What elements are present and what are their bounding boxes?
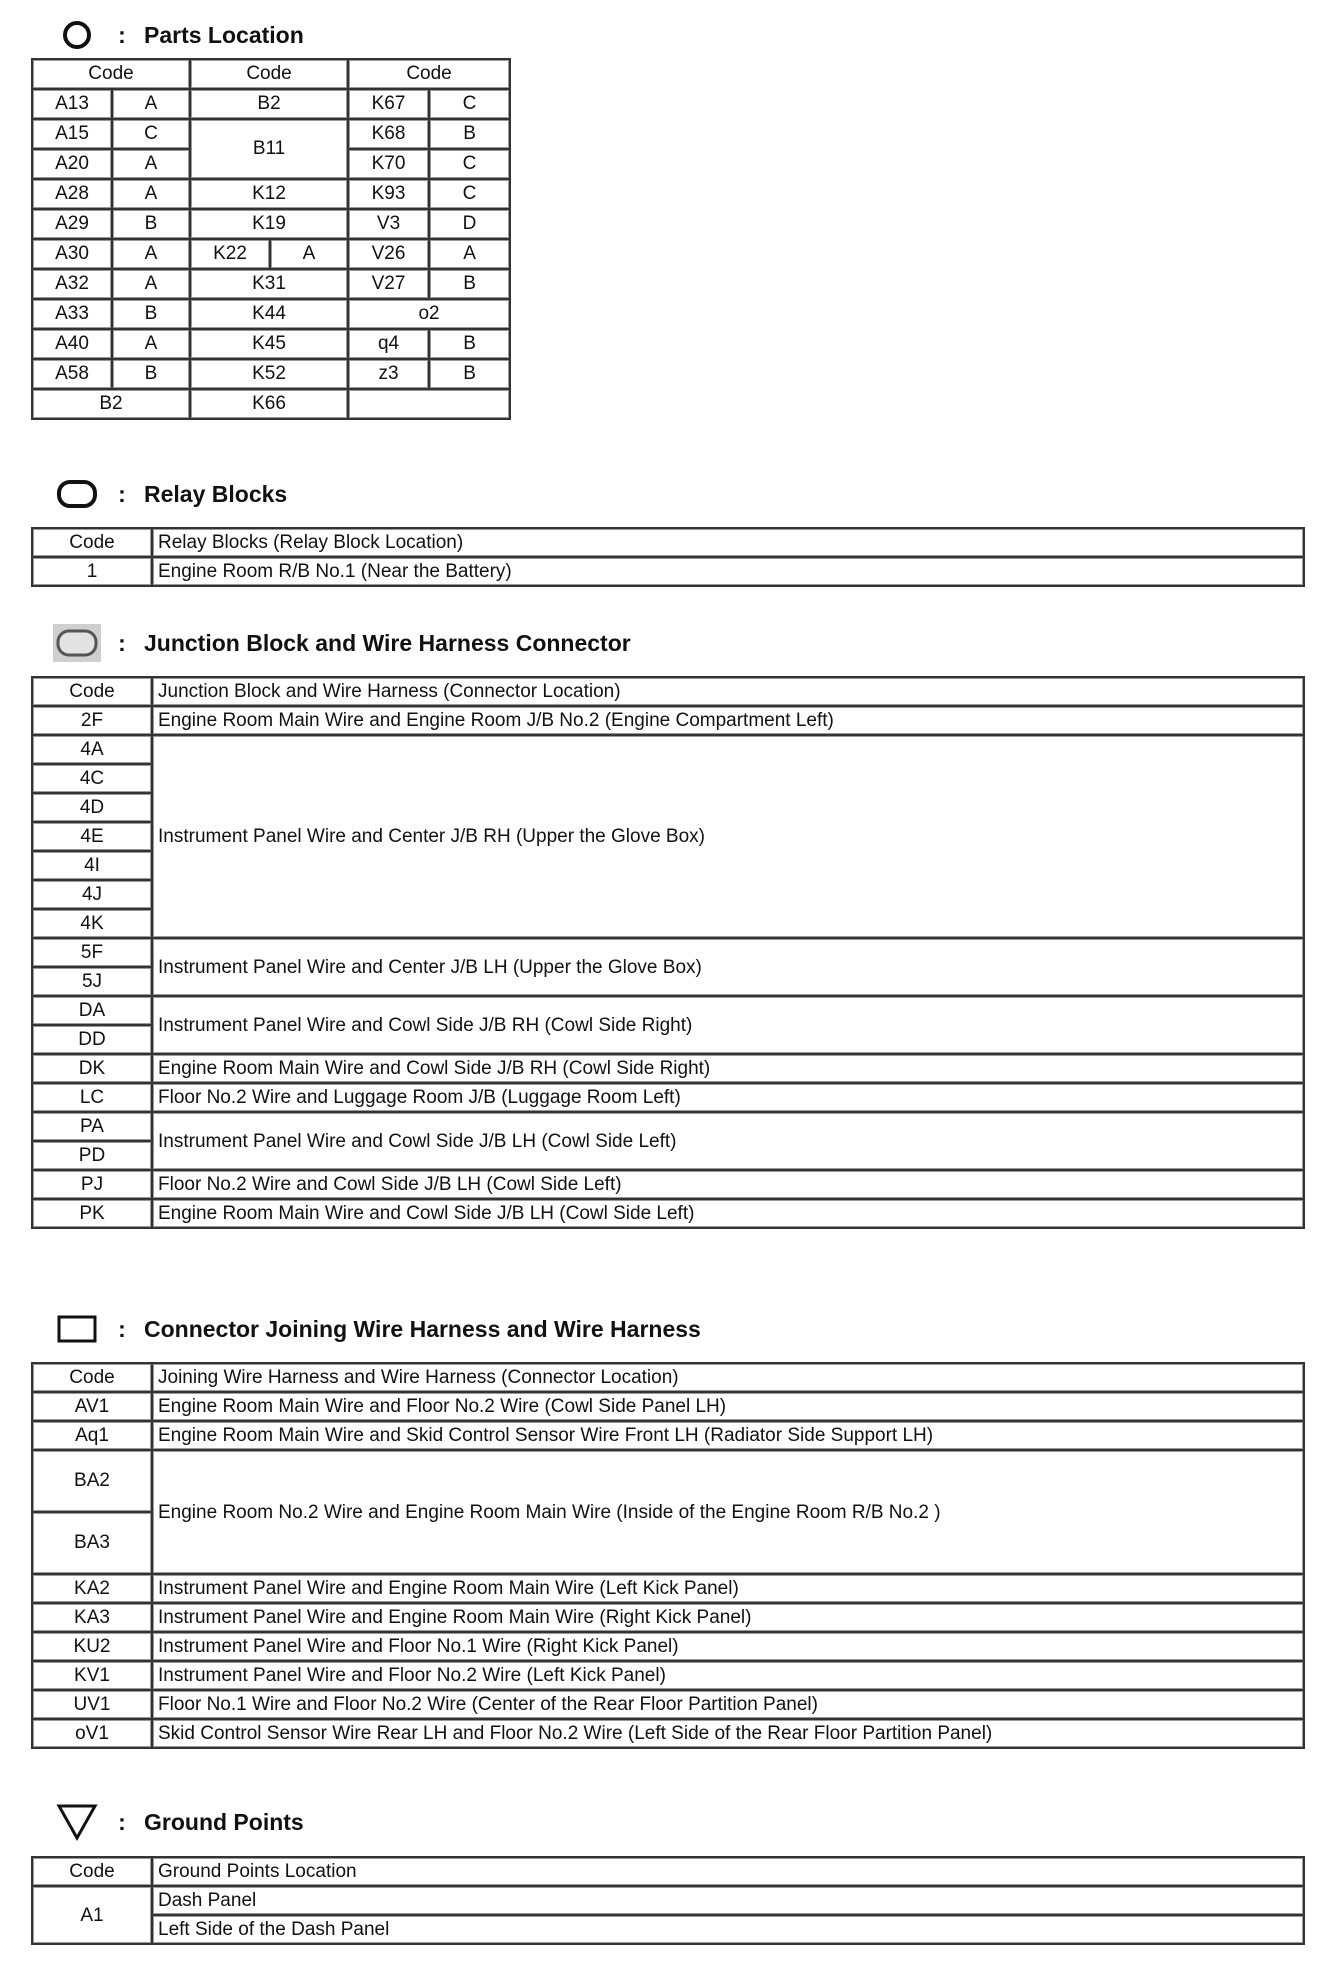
table-header-row (32, 528, 1304, 557)
table-row (32, 1421, 1304, 1450)
code-cell: B2 (32, 389, 190, 419)
location-cell: Instrument Panel Wire and Center J/B RH (Upper the Glove Box) (152, 735, 1304, 938)
empty-cell (348, 389, 510, 419)
table-header-row (32, 677, 1304, 706)
table-row (32, 179, 510, 209)
table-row (32, 1915, 1304, 1944)
code-cell: V26 (348, 239, 429, 269)
location-cell: Skid Control Sensor Wire Rear LH and Floor No.2 Wire (Left Side of the Rear Floor Partition Panel) (152, 1719, 1304, 1748)
location-cell: Engine Room Main Wire and Cowl Side J/B LH (Cowl Side Left) (152, 1199, 1304, 1228)
table-row (32, 938, 1304, 967)
table-row (32, 269, 510, 299)
page-cell: A (112, 89, 190, 119)
header-cell: Code (190, 59, 348, 89)
code-cell: KU2 (32, 1632, 152, 1661)
ground-points-table (31, 1856, 1305, 1945)
header-cell: Code (32, 1857, 152, 1886)
page-cell: A (112, 329, 190, 359)
header-cell: Code (32, 1363, 152, 1392)
code-cell: 4C (32, 764, 152, 793)
connector-joining-table (31, 1362, 1305, 1749)
page-cell: A (270, 239, 348, 269)
code-cell: 4A (32, 735, 152, 764)
code-cell: DA (32, 996, 152, 1025)
location-cell: Engine Room Main Wire and Cowl Side J/B RH (Cowl Side Right) (152, 1054, 1304, 1083)
page-cell: B (112, 209, 190, 239)
code-cell: K52 (190, 359, 348, 389)
location-cell: Engine Room Main Wire and Floor No.2 Wire (Cowl Side Panel LH) (152, 1392, 1304, 1421)
code-cell: 5J (32, 967, 152, 996)
table-row (32, 1603, 1304, 1632)
code-cell: A20 (32, 149, 112, 179)
table-row (32, 359, 510, 389)
shaded-rounded-rect-symbol-icon (52, 624, 102, 662)
code-cell: KA2 (32, 1574, 152, 1603)
header-cell: Code (32, 528, 152, 557)
code-cell: A58 (32, 359, 112, 389)
table-row (32, 1083, 1304, 1112)
code-cell: K67 (348, 89, 429, 119)
code-cell: A15 (32, 119, 112, 149)
page-cell: A (429, 239, 510, 269)
code-cell: K44 (190, 299, 348, 329)
table-row (32, 239, 510, 269)
code-cell: A13 (32, 89, 112, 119)
page-cell: B (429, 269, 510, 299)
relay-blocks-title: Relay Blocks (144, 480, 288, 507)
table-row (32, 389, 510, 419)
header-cell: Code (32, 59, 190, 89)
code-cell: B2 (190, 89, 348, 119)
code-cell: A30 (32, 239, 112, 269)
heading-colon: : (118, 1808, 126, 1835)
table-row (32, 1719, 1304, 1748)
code-cell: 2F (32, 706, 152, 735)
connector-joining-title: Connector Joining Wire Harness and Wire Harness (144, 1315, 701, 1342)
code-cell: K19 (190, 209, 348, 239)
code-cell: K12 (190, 179, 348, 209)
code-cell: A1 (32, 1886, 152, 1944)
page-cell: B (112, 359, 190, 389)
table-header-row (32, 1857, 1304, 1886)
table-header-row (32, 59, 510, 89)
location-cell: Left Side of the Dash Panel (152, 1915, 1304, 1944)
location-cell: Instrument Panel Wire and Center J/B LH (Upper the Glove Box) (152, 938, 1304, 996)
table-row (32, 89, 510, 119)
code-cell: K45 (190, 329, 348, 359)
code-cell: 4K (32, 909, 152, 938)
page-cell: B (429, 329, 510, 359)
triangle-symbol-icon (52, 1803, 102, 1841)
location-cell: Engine Room Main Wire and Skid Control Sensor Wire Front LH (Radiator Side Support LH) (152, 1421, 1304, 1450)
heading-colon: : (118, 1315, 126, 1342)
ground-points-title: Ground Points (144, 1808, 304, 1835)
table-row (32, 706, 1304, 735)
table-row (32, 996, 1304, 1025)
code-cell: PD (32, 1141, 152, 1170)
location-cell: Engine Room Main Wire and Engine Room J/B No.2 (Engine Compartment Left) (152, 706, 1304, 735)
square-symbol-icon (52, 1310, 102, 1348)
location-cell: Instrument Panel Wire and Floor No.2 Wire (Left Kick Panel) (152, 1661, 1304, 1690)
code-cell: oV1 (32, 1719, 152, 1748)
header-cell: Junction Block and Wire Harness (Connector Location) (152, 677, 1304, 706)
code-cell: K66 (190, 389, 348, 419)
table-row (32, 209, 510, 239)
junction-block-heading (52, 624, 631, 662)
table-row (32, 1574, 1304, 1603)
table-row (32, 735, 1304, 764)
code-cell: PA (32, 1112, 152, 1141)
page-cell: C (429, 179, 510, 209)
table-row (32, 1886, 1304, 1915)
table-row (32, 1450, 1304, 1512)
code-cell: A29 (32, 209, 112, 239)
parts-location-table (31, 58, 511, 420)
code-cell: V27 (348, 269, 429, 299)
table-row (32, 557, 1304, 586)
header-cell: Joining Wire Harness and Wire Harness (Connector Location) (152, 1363, 1304, 1392)
rounded-rect-symbol-icon (52, 475, 102, 513)
heading-colon: : (118, 629, 126, 656)
page-cell: B (429, 359, 510, 389)
page-cell: C (429, 89, 510, 119)
location-cell: Instrument Panel Wire and Engine Room Main Wire (Right Kick Panel) (152, 1603, 1304, 1632)
table-row (32, 299, 510, 329)
code-cell: KV1 (32, 1661, 152, 1690)
circle-symbol-icon (52, 16, 102, 54)
code-cell: z3 (348, 359, 429, 389)
location-cell: Floor No.1 Wire and Floor No.2 Wire (Center of the Rear Floor Partition Panel) (152, 1690, 1304, 1719)
page-cell: D (429, 209, 510, 239)
code-cell: K31 (190, 269, 348, 299)
table-row (32, 1661, 1304, 1690)
header-cell: Ground Points Location (152, 1857, 1304, 1886)
relay-blocks-table (31, 527, 1305, 587)
location-cell: Engine Room No.2 Wire and Engine Room Main Wire (Inside of the Engine Room R/B No.2 ) (152, 1450, 1304, 1574)
code-cell: o2 (348, 299, 510, 329)
code-cell: DD (32, 1025, 152, 1054)
code-cell: UV1 (32, 1690, 152, 1719)
table-row (32, 1690, 1304, 1719)
table-row (32, 329, 510, 359)
table-row (32, 1392, 1304, 1421)
page-cell: B (429, 119, 510, 149)
ground-points-heading (52, 1803, 304, 1841)
code-cell: LC (32, 1083, 152, 1112)
code-cell: 4D (32, 793, 152, 822)
code-cell: PJ (32, 1170, 152, 1199)
junction-block-title: Junction Block and Wire Harness Connector (144, 629, 631, 656)
code-cell: DK (32, 1054, 152, 1083)
junction-block-table (31, 676, 1305, 1229)
code-cell: q4 (348, 329, 429, 359)
location-cell: Instrument Panel Wire and Cowl Side J/B LH (Cowl Side Left) (152, 1112, 1304, 1170)
table-row (32, 1054, 1304, 1083)
page-cell: A (112, 149, 190, 179)
code-cell: 4J (32, 880, 152, 909)
table-row (32, 1170, 1304, 1199)
location-cell: Instrument Panel Wire and Floor No.1 Wire (Right Kick Panel) (152, 1632, 1304, 1661)
code-cell: B11 (190, 119, 348, 179)
table-header-row (32, 1363, 1304, 1392)
code-cell: A32 (32, 269, 112, 299)
table-row (32, 1632, 1304, 1661)
page-cell: B (112, 299, 190, 329)
code-cell: K22 (190, 239, 270, 269)
table-row (32, 119, 510, 149)
location-cell: Instrument Panel Wire and Engine Room Main Wire (Left Kick Panel) (152, 1574, 1304, 1603)
parts-location-heading (52, 16, 304, 54)
heading-colon: : (118, 480, 126, 507)
code-cell: A40 (32, 329, 112, 359)
location-cell: Instrument Panel Wire and Cowl Side J/B RH (Cowl Side Right) (152, 996, 1304, 1054)
code-cell: 1 (32, 557, 152, 586)
header-cell: Code (348, 59, 510, 89)
code-cell: BA3 (32, 1512, 152, 1574)
code-cell: V3 (348, 209, 429, 239)
header-cell: Relay Blocks (Relay Block Location) (152, 528, 1304, 557)
code-cell: A33 (32, 299, 112, 329)
parts-location-title: Parts Location (144, 21, 304, 48)
code-cell: BA2 (32, 1450, 152, 1512)
location-cell: Floor No.2 Wire and Cowl Side J/B LH (Cowl Side Left) (152, 1170, 1304, 1199)
code-cell: 4E (32, 822, 152, 851)
code-cell: K70 (348, 149, 429, 179)
code-cell: Aq1 (32, 1421, 152, 1450)
page-cell: A (112, 179, 190, 209)
code-cell: KA3 (32, 1603, 152, 1632)
code-cell: K68 (348, 119, 429, 149)
location-cell: Dash Panel (152, 1886, 1304, 1915)
heading-colon: : (118, 21, 126, 48)
code-cell: PK (32, 1199, 152, 1228)
code-cell: K93 (348, 179, 429, 209)
page-cell: A (112, 239, 190, 269)
connector-joining-heading (52, 1310, 701, 1348)
code-cell: AV1 (32, 1392, 152, 1421)
code-cell: 4I (32, 851, 152, 880)
page-cell: C (112, 119, 190, 149)
header-cell: Code (32, 677, 152, 706)
code-cell: 5F (32, 938, 152, 967)
table-row (32, 1112, 1304, 1141)
code-cell: A28 (32, 179, 112, 209)
location-cell: Floor No.2 Wire and Luggage Room J/B (Luggage Room Left) (152, 1083, 1304, 1112)
location-cell: Engine Room R/B No.1 (Near the Battery) (152, 557, 1304, 586)
page-cell: C (429, 149, 510, 179)
table-row (32, 1199, 1304, 1228)
relay-blocks-heading (52, 475, 287, 513)
page-cell: A (112, 269, 190, 299)
